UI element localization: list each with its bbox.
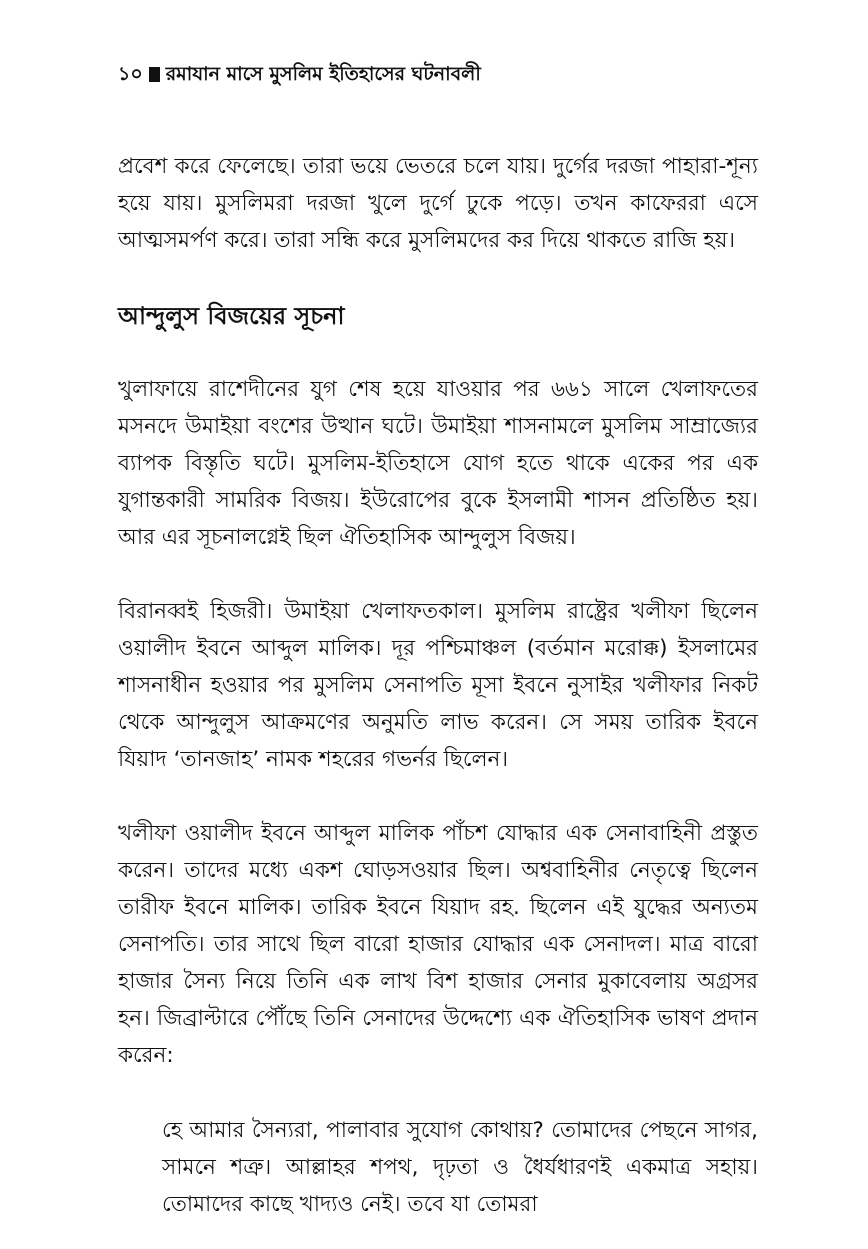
section-heading: আন্দুলুস বিজয়ের সূচনা [118,302,345,330]
paragraph-2: খুলাফায়ে রাশেদীনের যুগ শেষ হয়ে যাওয়ার পর ৬৬১ সালে খেলাফতের মসনদে উমাইয়া বংশের উত্থান ঘটে। উমাইয়া শাসনামলে মুসলিম সাম্রাজ্যের ব্যাপক বিস্তৃতি ঘটে। মুসলিম-ইতিহাসে যোগ হতে থাকে একের পর এক যুগান্তকারী সামরিক বিজয়। ইউরোপের বুকে ইসলামী শাসন প্রতিষ্ঠিত হয়। আর এর সূচনালগ্নেই ছিল ঐতিহাসিক আন্দুলুস বিজয়। [118,377,758,550]
running-header [118,60,758,88]
running-header-title: রমাযান মাসে মুসলিম ইতিহাসের ঘটনাবলী [165,63,481,85]
paragraph-3: বিরানব্বই হিজরী। উমাইয়া খেলাফতকাল। মুসলিম রাষ্ট্রের খলীফা ছিলেন ওয়ালীদ ইবনে আব্দুল মালিক। দূর পশ্চিমাঞ্চল (বর্তমান মরোক্ক) ইসলামের শাসনাধীন হওয়ার পর মুসলিম সেনাপতি মূসা ইবনে নুসাইর খলীফার নিকট থেকে আন্দুলুস আক্রমণের অনুমতি লাভ করেন। সে সময় তারিক ইবনে যিয়াদ ‘তানজাহ’ নামক শহরের গভর্নর ছিলেন। [118,599,758,772]
paragraph-4: খলীফা ওয়ালীদ ইবনে আব্দুল মালিক পাঁচশ যোদ্ধার এক সেনাবাহিনী প্রস্তুত করেন। তাদের মধ্যে একশ ঘোড়সওয়ার ছিল। অশ্ববাহিনীর নেতৃত্বে ছিলেন তারীফ ইবনে মালিক। তারিক ইবনে যিয়াদ রহ. ছিলেন এই যুদ্ধের অন্যতম সেনাপতি। তার সাথে ছিল বারো হাজার যোদ্ধার এক সেনাদল। মাত্র বারো হাজার সৈন্য নিয়ে তিনি এক লাখ বিশ হাজার সেনার মুকাবেলায় অগ্রসর হন। জিব্রাল্টারে পৌঁছে তিনি সেনাদের উদ্দেশ্যে এক ঐতিহাসিক ভাষণ প্রদান করেন: [118,821,758,1068]
block-quote: হে আমার সৈন্যরা, পালাবার সুযোগ কোথায়? তোমাদের পেছনে সাগর, সামনে শত্রু। আল্লাহর শপথ, দৃঢ়তা ও ধৈর্যধারণই একমাত্র সহায়। তোমাদের কাছে খাদ্যও নেই। তবে যা তোমরা [162,1118,758,1217]
page-number: ১০ [118,63,143,85]
paragraph-1: প্রবেশ করে ফেলেছে। তারা ভয়ে ভেতরে চলে যায়। দুর্গের দরজা পাহারা-শূন্য হয়ে যায়। মুসলিমরা দরজা খুলে দুর্গে ঢুকে পড়ে। তখন কাফেররা এসে আত্মসমর্পণ করে। তারা সন্ধি করে মুসলিমদের কর দিয়ে থাকতে রাজি হয়। [118,154,758,253]
square-bullet-icon [149,67,160,82]
book-page [118,60,758,1223]
